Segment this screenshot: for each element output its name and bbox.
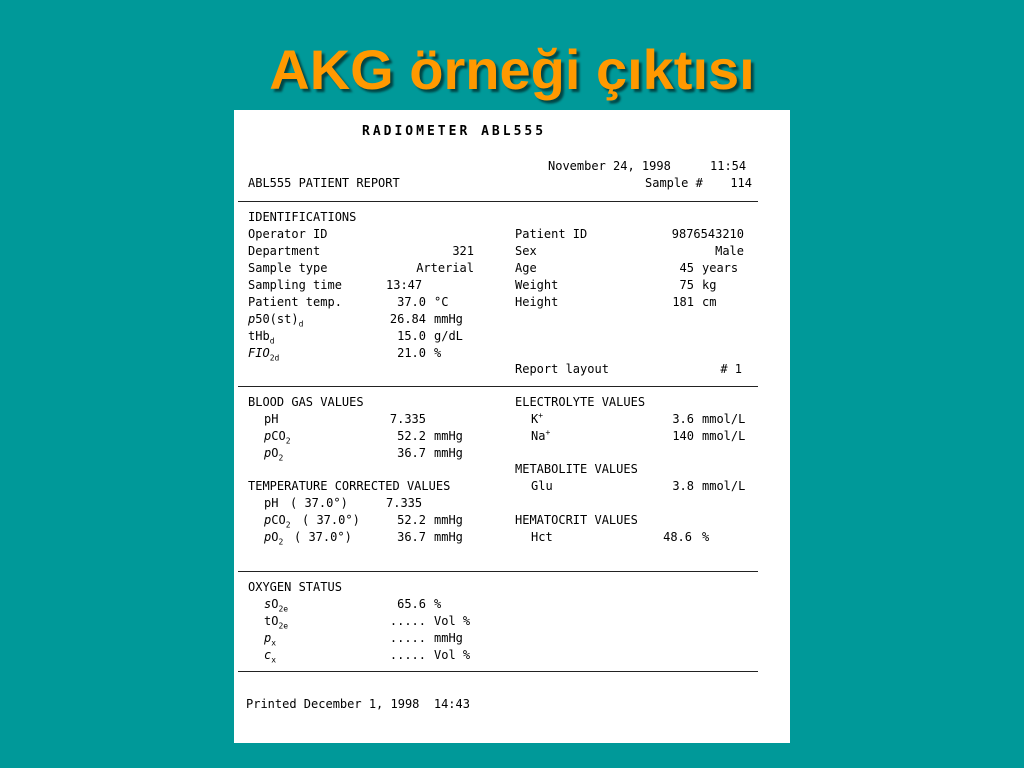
na-value: 140 (672, 429, 694, 443)
weight-value: 75 (679, 278, 694, 292)
blood-gas-report (234, 110, 790, 743)
po2-label: $pO_2$ (264, 446, 284, 463)
age-unit: years (702, 261, 739, 275)
thb-label: tHb$_d$ (248, 329, 275, 346)
sample-label: Sample # (645, 176, 703, 190)
na-label: Na+ (531, 428, 551, 443)
thb-value: 15.0 (397, 329, 426, 343)
tc-pco2-label: pCO$_2$ (264, 513, 291, 530)
divider (238, 201, 758, 202)
fio2-label: $FIO_{2d}$ (248, 346, 280, 363)
glu-unit: mmol/L (702, 479, 746, 493)
fio2-value: 21.0 (397, 346, 426, 360)
sample-type-value: Arterial (416, 261, 474, 275)
tc-po2-value: 36.7 (397, 530, 426, 544)
so2-value: 65.6 (397, 597, 426, 611)
report-layout-label: Report layout (515, 362, 609, 376)
sample-type-label: Sample type (248, 261, 328, 275)
identifications-heading: IDENTIFICATIONS (248, 210, 357, 224)
glu-value: 3.8 (672, 479, 694, 493)
tc-po2-label: $pO_2$ (264, 530, 284, 547)
hct-label: Hct (531, 530, 553, 544)
po2-value: 36.7 (397, 446, 426, 460)
po2-unit: mmHg (434, 446, 463, 460)
pco2-value: 52.2 (397, 429, 426, 443)
patient-id-value: 9876543210 (671, 227, 744, 241)
operator-id-label: Operator ID (248, 227, 328, 241)
px-label: $p_x$ (264, 631, 277, 648)
tc-pco2-temp: ( 37.0°) (302, 513, 360, 527)
p50-value: 26.84 (389, 312, 426, 326)
patient-temp-label: Patient temp. (248, 295, 342, 309)
tc-po2-unit: mmHg (434, 530, 463, 544)
hct-value: 48.6 (663, 530, 692, 544)
weight-unit: kg (702, 278, 717, 292)
blood-gas-heading: BLOOD GAS VALUES (248, 395, 364, 409)
tc-ph-value: 7.335 (386, 496, 423, 510)
height-unit: cm (702, 295, 717, 309)
cx-label: $c_x$ (264, 648, 277, 665)
cx-unit: Vol % (434, 648, 471, 662)
divider (238, 571, 758, 572)
cx-value: ..... (389, 648, 426, 662)
tc-ph-temp: ( 37.0°) (290, 496, 348, 510)
ph-value: 7.335 (389, 412, 426, 426)
fio2-unit: % (434, 346, 442, 360)
px-value: ..... (389, 631, 426, 645)
na-unit: mmol/L (702, 429, 746, 443)
to2-unit: Vol % (434, 614, 471, 628)
weight-label: Weight (515, 278, 559, 292)
report-date: November 24, 1998 (548, 159, 671, 173)
slide-title: AKG örneği çıktısı (269, 38, 755, 101)
sampling-time-value: 13:47 (386, 278, 423, 292)
sex-label: Sex (515, 244, 537, 258)
metabolite-heading: METABOLITE VALUES (515, 462, 638, 476)
divider (238, 671, 758, 672)
tc-pco2-unit: mmHg (434, 513, 463, 527)
pco2-unit: mmHg (434, 429, 463, 443)
hct-unit: % (702, 530, 710, 544)
so2-unit: % (434, 597, 442, 611)
height-label: Height (515, 295, 559, 309)
p50-unit: mmHg (434, 312, 463, 326)
ph-label: pH (264, 412, 279, 426)
p50-label: $p50(st)_d$ (248, 312, 304, 329)
report-title: RADIOMETER ABL555 (362, 124, 547, 139)
so2-label: $sO_{2e}$ (264, 597, 289, 614)
to2-value: ..... (389, 614, 426, 628)
printed-footer: Printed December 1, 1998 14:43 (246, 697, 470, 711)
px-unit: mmHg (434, 631, 463, 645)
department-label: Department (248, 244, 321, 258)
tc-pco2-value: 52.2 (397, 513, 426, 527)
glu-label: Glu (531, 479, 553, 493)
to2-label: $tO_{2e}$ (264, 614, 289, 631)
department-value: 321 (452, 244, 474, 258)
k-label: K+ (531, 411, 544, 426)
electrolyte-heading: ELECTROLYTE VALUES (515, 395, 646, 409)
age-value: 45 (679, 261, 694, 275)
report-layout-value: # 1 (720, 362, 742, 376)
sampling-time-label: Sampling time (248, 278, 342, 292)
tc-ph-label: pH (264, 496, 279, 510)
k-unit: mmol/L (702, 412, 746, 426)
divider (238, 386, 758, 387)
patient-id-label: Patient ID (515, 227, 588, 241)
thb-unit: g/dL (434, 329, 463, 343)
sex-value: Male (715, 244, 744, 258)
k-value: 3.6 (672, 412, 694, 426)
pco2-label: pCO$_2$ (264, 429, 291, 446)
patient-temp-value: 37.0 (397, 295, 426, 309)
patient-report-label: ABL555 PATIENT REPORT (248, 176, 400, 190)
patient-temp-unit: °C (434, 295, 449, 309)
sample-number: 114 (730, 176, 752, 190)
tc-po2-temp: ( 37.0°) (294, 530, 352, 544)
height-value: 181 (672, 295, 694, 309)
hematocrit-heading: HEMATOCRIT VALUES (515, 513, 638, 527)
age-label: Age (515, 261, 537, 275)
temp-corrected-heading: TEMPERATURE CORRECTED VALUES (248, 479, 451, 493)
report-time: 11:54 (710, 159, 747, 173)
oxygen-heading: OXYGEN STATUS (248, 580, 342, 594)
